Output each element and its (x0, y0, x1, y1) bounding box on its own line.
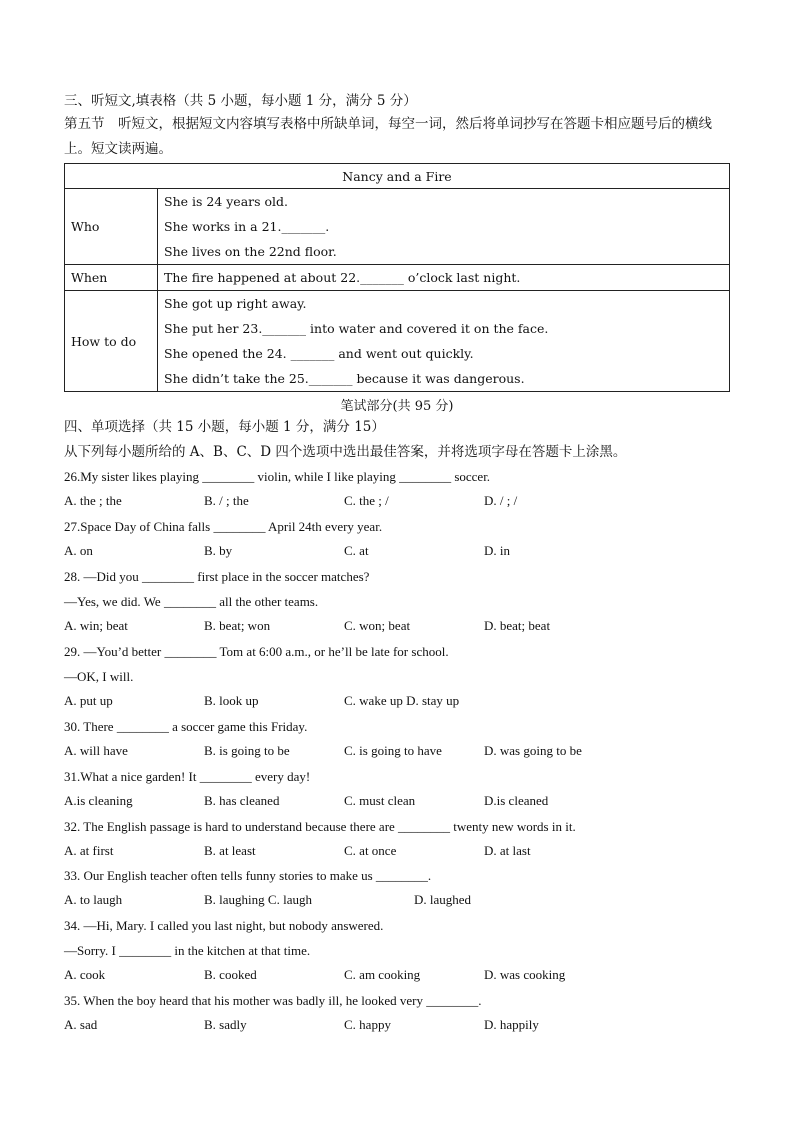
option-a: A. put up (64, 693, 113, 708)
option-a: A. cook (64, 967, 106, 982)
row-label: When (65, 265, 158, 291)
option-c: C. at (344, 543, 369, 558)
question-stem: 31.What a nice garden! It ________ every day! (64, 769, 311, 784)
row-line: She is 24 years old. (164, 194, 289, 209)
option-a: A. at first (64, 843, 114, 858)
question-stem: —Yes, we did. We ________ all the other teams. (64, 594, 319, 609)
option-d: D. was cooking (484, 967, 566, 982)
row-line: She works in a 21._______. (164, 219, 330, 234)
option-a: A. on (64, 543, 93, 558)
table-row (65, 265, 730, 291)
question-stem: 32. The English passage is hard to understand because there are ________ twenty new words in it. (64, 819, 576, 834)
option-a: A. the ; the (64, 493, 122, 508)
row-label: Who (65, 189, 158, 265)
option-b: B. is going to be (204, 743, 290, 758)
question-stem: 28. —Did you ________ first place in the soccer matches? (64, 569, 370, 584)
option-b: B. cooked (204, 967, 257, 982)
question-stem: 35. When the boy heard that his mother was badly ill, he looked very ________. (64, 993, 482, 1008)
option-b: B. at least (204, 843, 256, 858)
question-options (64, 1017, 734, 1035)
section3-instruction: 第五节 听短文，根据短文内容填写表格中所缺单词，每空一词，然后将单词抄写在答题卡相应题号后的横线上。短文读两遍。 (64, 116, 712, 157)
row-line: She opened the 24. _______ and went out quickly. (164, 346, 474, 361)
option-b: B. look up (204, 693, 259, 708)
option-c: C. wake up D. stay up (344, 693, 460, 708)
row-line: She lives on the 22nd floor. (164, 244, 337, 259)
fill-in-table (64, 163, 730, 392)
question-stem: 33. Our English teacher often tells funny stories to make us ________. (64, 868, 432, 883)
option-a: A. will have (64, 743, 128, 758)
question-stem: 30. There ________ a soccer game this Friday. (64, 719, 308, 734)
question-options (64, 543, 734, 561)
question-stem: —Sorry. I ________ in the kitchen at that time. (64, 943, 311, 958)
section4-heading: 四、单项选择（共 15 小题，每小题 1 分，满分 15） (64, 419, 385, 435)
option-b: B. sadly (204, 1017, 247, 1032)
question-options (64, 493, 734, 511)
row-line: The fire happened at about 22._______ o’clock last night. (164, 270, 521, 285)
option-b: B. by (204, 543, 233, 558)
row-line: She put her 23._______ into water and covered it on the face. (164, 321, 549, 336)
question-options (64, 618, 734, 636)
option-c: C. happy (344, 1017, 391, 1032)
question-options (64, 967, 734, 985)
question-stem: 26.My sister likes playing ________ violin, while I like playing ________ soccer. (64, 469, 491, 484)
option-c: C. am cooking (344, 967, 421, 982)
row-content (158, 189, 730, 265)
option-c: C. is going to have (344, 743, 442, 758)
question-stem: 34. —Hi, Mary. I called you last night, but nobody answered. (64, 918, 384, 933)
question-options (64, 793, 734, 811)
table-row (65, 189, 730, 265)
option-d: D. happily (484, 1017, 539, 1032)
table-row (65, 291, 730, 392)
section3-heading: 三、听短文,填表格（共 5 小题，每小题 1 分，满分 5 分） (64, 93, 417, 109)
option-d: D. beat; beat (484, 618, 551, 633)
option-b: B. has cleaned (204, 793, 280, 808)
row-line: She got up right away. (164, 296, 307, 311)
question-options (64, 892, 734, 910)
option-a: A. to laugh (64, 892, 123, 907)
option-d: D. laughed (414, 892, 472, 907)
option-c: C. at once (344, 843, 397, 858)
row-content (158, 265, 730, 291)
option-d: D. was going to be (484, 743, 582, 758)
option-c: C. won; beat (344, 618, 411, 633)
row-line: She didn’t take the 25._______ because it was dangerous. (164, 371, 525, 386)
question-options (64, 743, 734, 761)
option-a: A.is cleaning (64, 793, 133, 808)
option-c: C. must clean (344, 793, 416, 808)
question-options (64, 693, 734, 711)
option-d: D.is cleaned (484, 793, 549, 808)
row-label: How to do (65, 291, 158, 392)
option-d: D. in (484, 543, 510, 558)
question-stem: 27.Space Day of China falls ________ April 24th every year. (64, 519, 383, 534)
option-c: C. the ; / (344, 493, 389, 508)
option-b: B. beat; won (204, 618, 271, 633)
option-b: B. laughing C. laugh (204, 892, 312, 907)
row-content (158, 291, 730, 392)
question-options (64, 843, 734, 861)
option-a: A. win; beat (64, 618, 128, 633)
option-d: D. / ; / (484, 493, 518, 508)
section4-instruction: 从下列每小题所给的 A、B、C、D 四个选项中选出最佳答案，并将选项字母在答题卡上涂黑。 (64, 444, 627, 460)
table-title: Nancy and a Fire (65, 164, 730, 189)
option-b: B. / ; the (204, 493, 249, 508)
option-a: A. sad (64, 1017, 98, 1032)
written-part-heading: 笔试部分(共 95 分) (340, 399, 454, 414)
question-stem: 29. —You’d better ________ Tom at 6:00 a.m., or he’ll be late for school. (64, 644, 449, 659)
question-stem: —OK, I will. (64, 669, 134, 684)
option-d: D. at last (484, 843, 531, 858)
